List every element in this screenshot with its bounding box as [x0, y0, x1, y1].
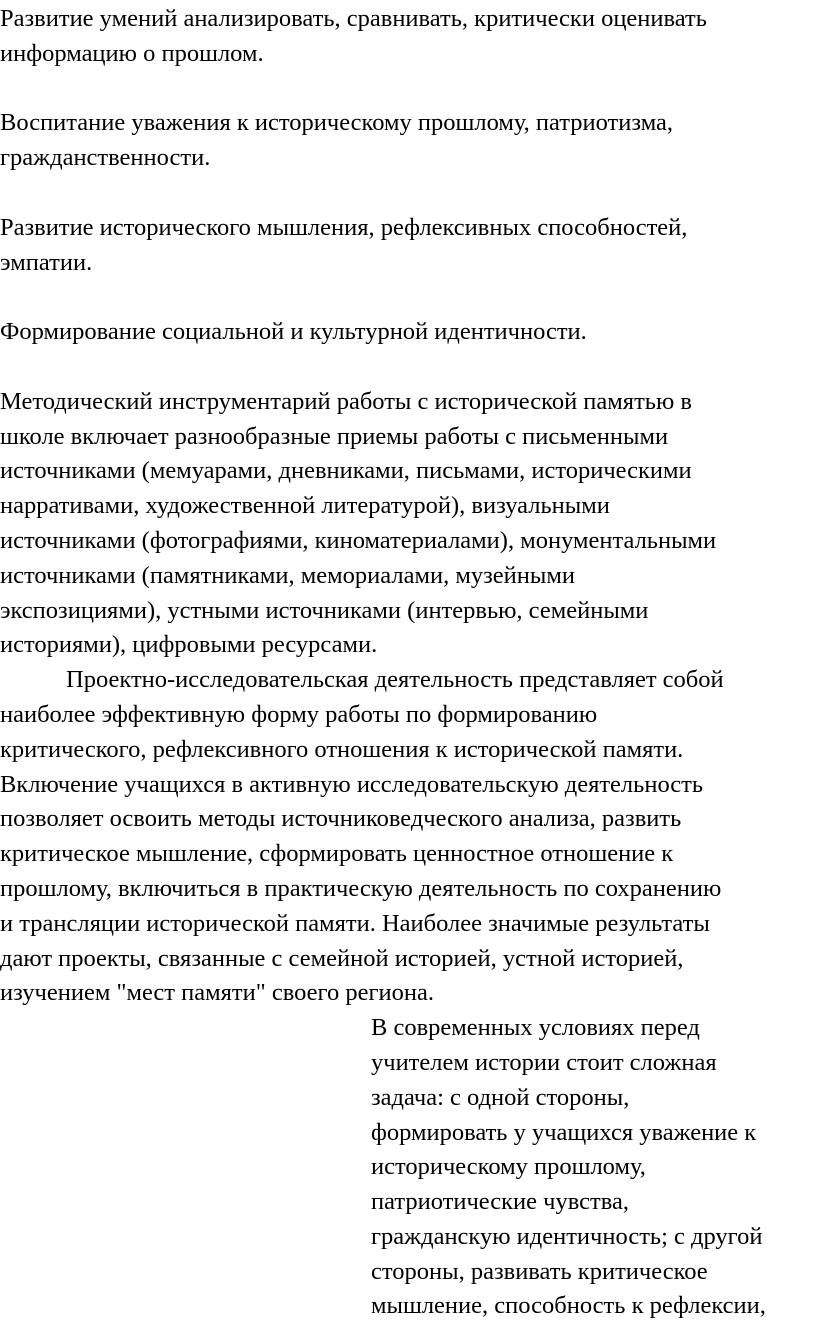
text-line: источниками (мемуарами, дневниками, письмами, историческими — [0, 457, 692, 485]
text-line: гражданскую идентичность; с другой — [371, 1222, 763, 1250]
text-line: историями), цифровыми ресурсами. — [0, 631, 378, 659]
text-line: дают проекты, связанные с семейной историей, устной историей, — [0, 944, 684, 972]
goal-item — [0, 106, 812, 176]
text-line: Развитие умений анализировать, сравнивать, критически оценивать — [0, 5, 707, 32]
text-line: позволяет освоить методы источниковедческого анализа, развить — [0, 805, 682, 833]
text-line: патриотические чувства, — [371, 1188, 629, 1216]
text-line: Включение учащихся в активную исследовательскую деятельность — [0, 770, 704, 798]
text-line: Проектно-исследовательская деятельность представляет собой — [66, 666, 724, 694]
text-line: и трансляции исторической памяти. Наиболее значимые результаты — [0, 909, 710, 937]
text-line: учителем истории стоит сложная — [371, 1048, 717, 1076]
text-line: гражданственности. — [0, 144, 211, 172]
paragraph-gap — [0, 350, 812, 385]
text-line: Развитие исторического мышления, рефлексивных способностей, — [0, 213, 688, 241]
text-line: источниками (фотографиями, киноматериалами), монументальными — [0, 526, 717, 554]
text-line: стороны, развивать критическое — [371, 1257, 708, 1285]
text-line: школе включает разнообразные приемы работы с письменными — [0, 422, 669, 450]
text-line: критическое мышление, сформировать ценностное отношение к — [0, 840, 674, 868]
text-line: источниками (памятниками, мемориалами, музейными — [0, 561, 575, 589]
text-line: информацию о прошлом. — [0, 39, 264, 67]
text-line: изучением "мест памяти" своего региона. — [0, 979, 435, 1007]
text-line: эмпатии. — [0, 248, 93, 276]
text-line: Воспитание уважения к историческому прошлому, патриотизма, — [0, 109, 674, 137]
text-line: экспозициями), устными источниками (интервью, семейными — [0, 596, 649, 624]
goal-item — [0, 211, 812, 281]
text-line: критического, рефлексивного отношения к исторической памяти. — [0, 735, 684, 763]
methods-paragraph — [0, 385, 812, 663]
goal-item — [0, 2, 812, 72]
paragraph-gap — [0, 176, 812, 211]
text-line: наиболее эффективную форму работы по формированию — [0, 700, 598, 728]
paragraph-gap — [0, 280, 812, 315]
text-line: мышление, способность к рефлексии, — [371, 1292, 766, 1320]
text-line: прошлому, включиться в практическую деятельность по сохранению — [0, 874, 722, 902]
text-line: нарративами, художественной литературой), визуальными — [0, 492, 610, 520]
project-paragraph — [0, 663, 812, 1011]
goal-item — [0, 315, 812, 350]
text-line: Методический инструментарий работы с исторической памятью в — [0, 387, 692, 415]
text-line: В современных условиях перед — [371, 1014, 700, 1042]
paragraph-gap — [0, 72, 812, 107]
conditions-paragraph — [371, 1011, 812, 1324]
text-line: Формирование социальной и культурной идентичности. — [0, 318, 587, 346]
text-line: формировать у учащихся уважение к — [371, 1118, 757, 1146]
text-line: историческому прошлому, — [371, 1153, 646, 1181]
text-line: задача: с одной стороны, — [371, 1083, 630, 1111]
